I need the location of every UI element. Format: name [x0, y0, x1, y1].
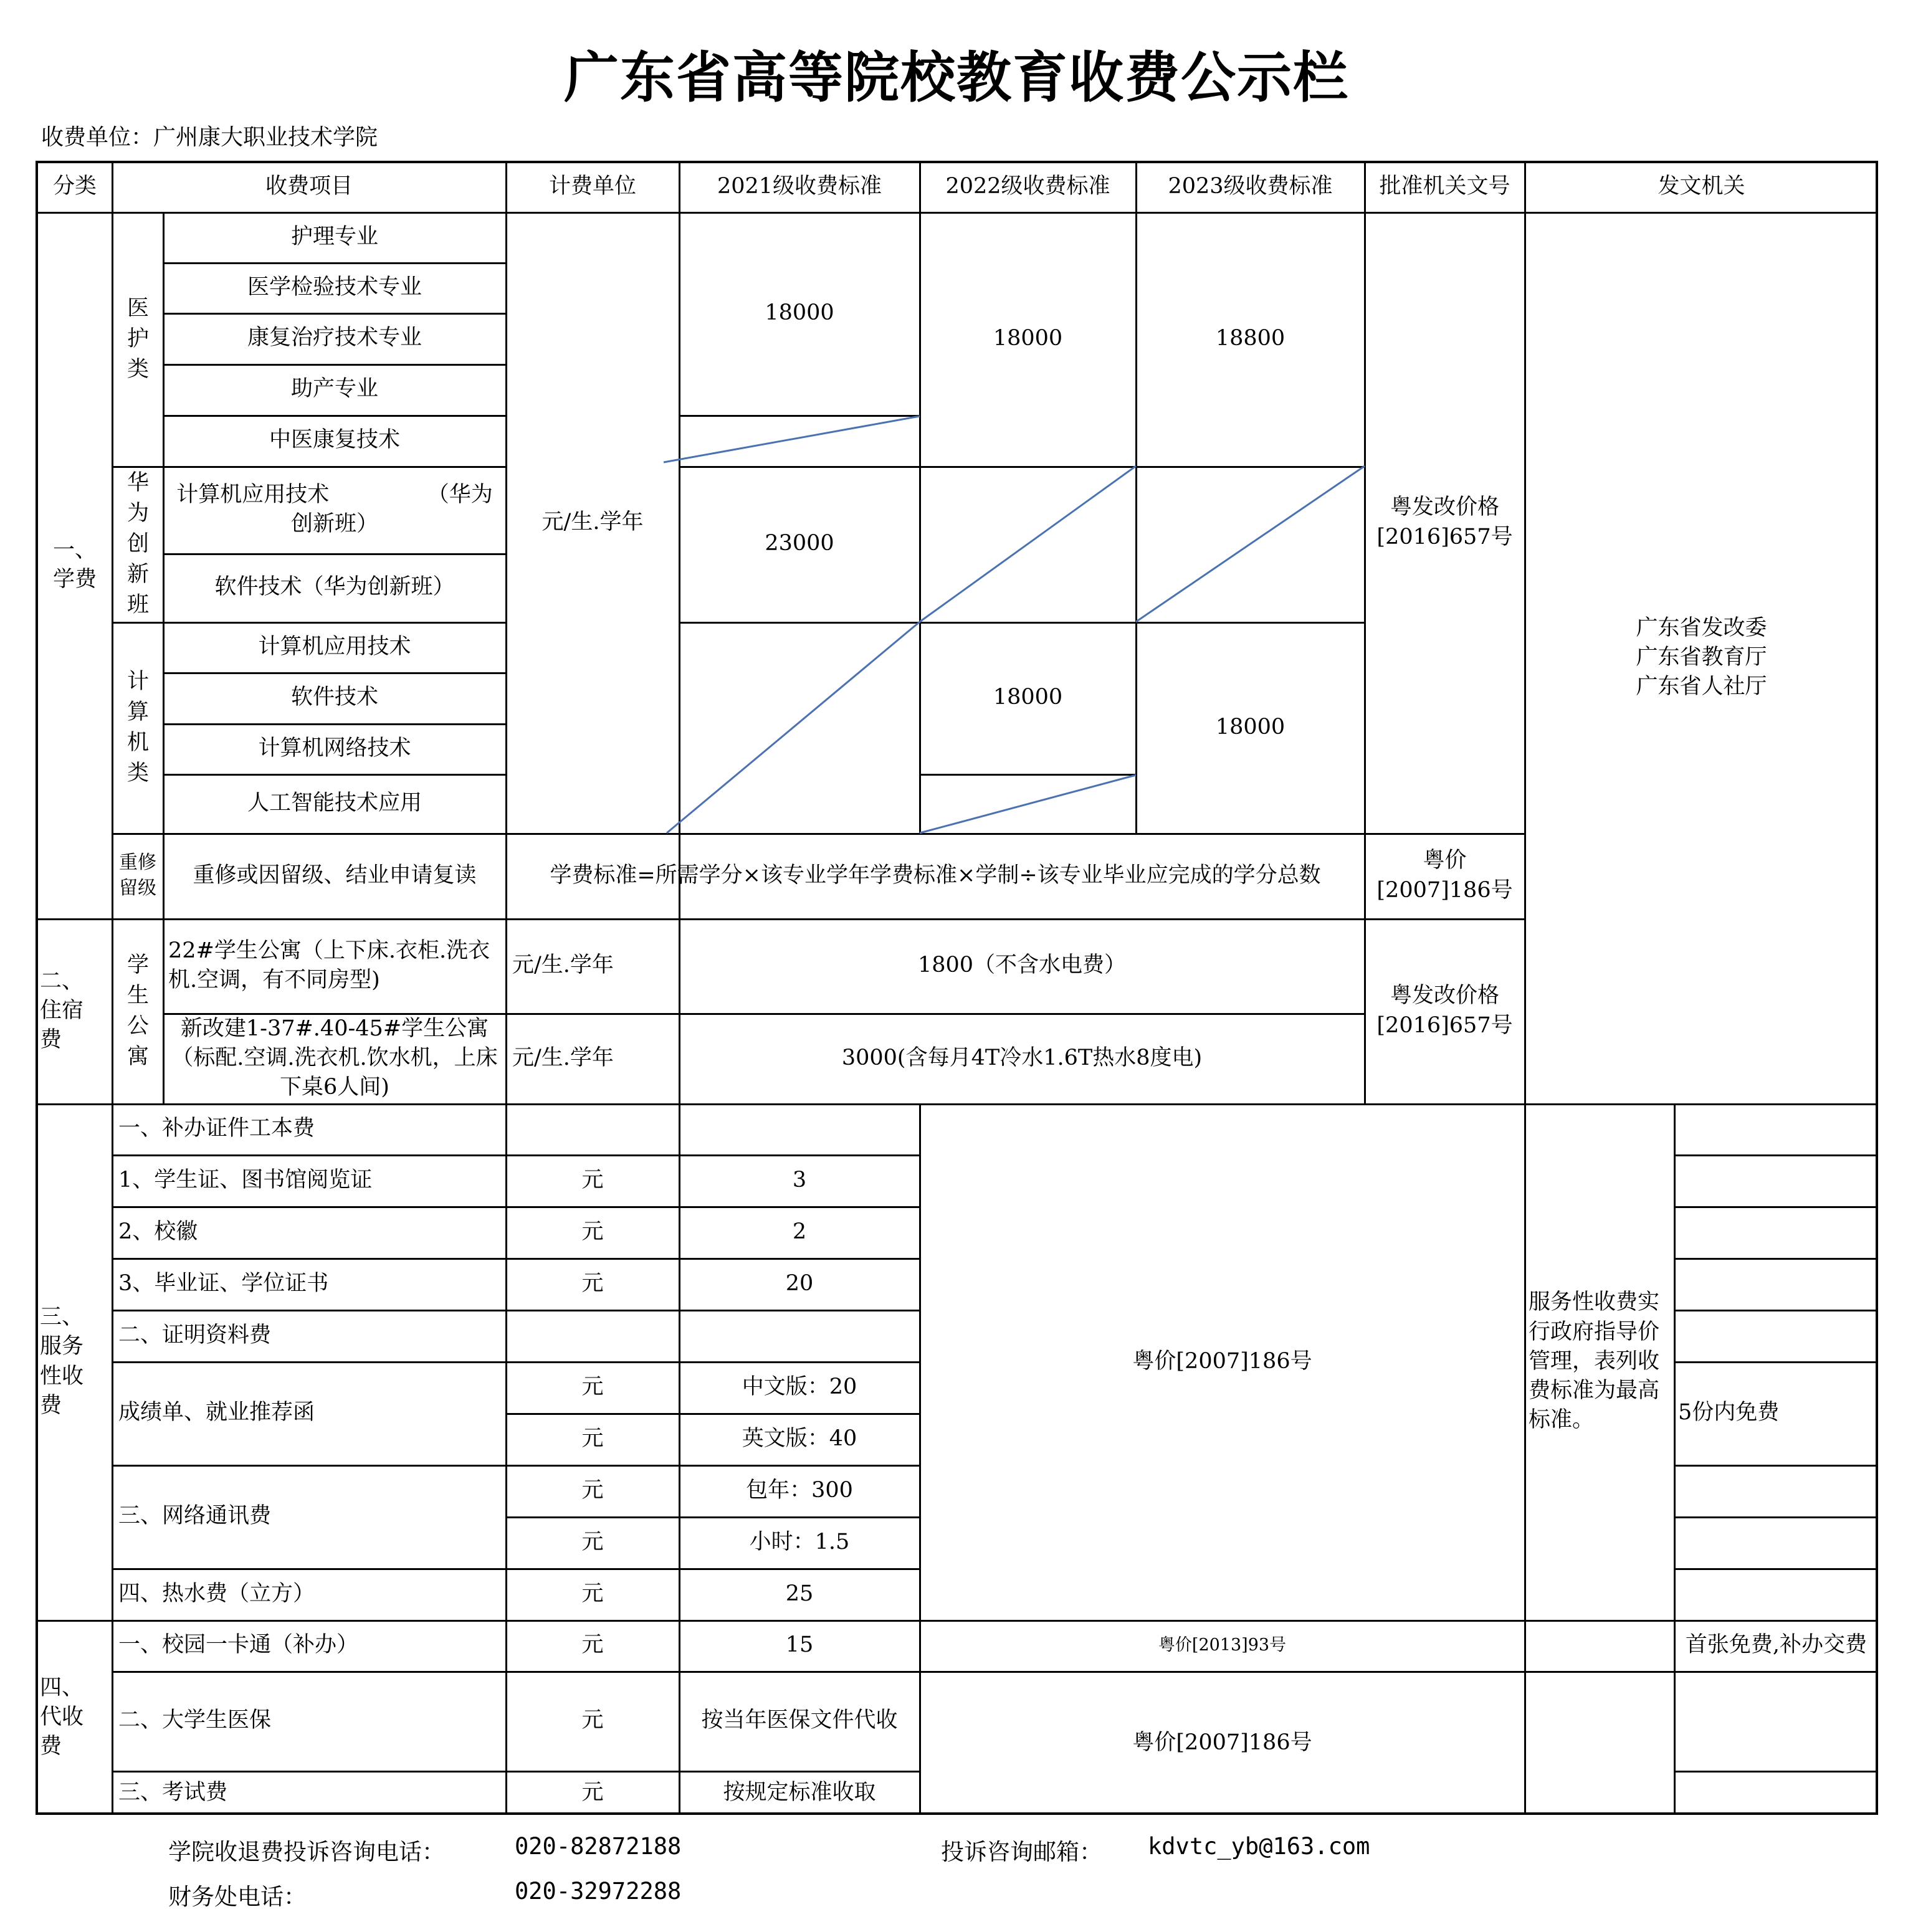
complaint-phone-label: 学院收退费投诉咨询电话： — [168, 1839, 445, 1865]
diagonal-2022-ai — [920, 775, 1136, 833]
computer-item: 人工智能技术应用 — [247, 790, 422, 816]
card-note: 首张免费,补办交费 — [1685, 1632, 1868, 1658]
header-unit: 计费单位 — [548, 174, 636, 199]
medical-fee-2022: 18000 — [993, 326, 1063, 351]
network-year-fee: 包年：300 — [746, 1477, 853, 1503]
hotwater-fee: 25 — [785, 1581, 814, 1606]
header-2023: 2023级收费标准 — [1168, 174, 1333, 199]
insurance-unit: 元 — [581, 1708, 604, 1733]
header-2022: 2022级收费标准 — [945, 174, 1110, 199]
diagonal-2023-huawei — [1136, 466, 1365, 622]
header-doc: 批准机关文号 — [1379, 174, 1510, 199]
fee-unit-label: 收费单位：广州康大职业技术学院 — [41, 125, 378, 150]
medical-fee-2021: 18000 — [765, 300, 834, 326]
dorm-fee: 1800（不含水电费） — [917, 953, 1127, 978]
huawei-item: 软件技术（华为创新班） — [214, 574, 455, 600]
transcript-cn-fee: 中文版：20 — [742, 1374, 857, 1399]
service-fee: 20 — [785, 1270, 814, 1296]
tuition-unit: 元/生.学年 — [541, 509, 644, 535]
transcript-item: 成绩单、就业推荐函 — [118, 1400, 315, 1425]
medical-item: 中医康复技术 — [269, 427, 400, 453]
network-hour-unit: 元 — [581, 1529, 604, 1554]
diagonal-2022-huawei — [920, 466, 1136, 622]
network-item: 三、网络通讯费 — [118, 1503, 272, 1529]
huawei-group-label: 华为创新班 — [127, 470, 150, 617]
computer-fee-2022: 18000 — [993, 685, 1063, 710]
service-fee — [679, 1103, 920, 1154]
dorm-item: 22#学生公寓（上下床.衣柜.洗衣机.空调，有不同房型) — [168, 938, 490, 992]
agency-doc: 粤价[2007]186号 — [1132, 1730, 1312, 1755]
medical-item: 助产专业 — [290, 376, 378, 402]
service-item: 一、补办证件工本费 — [118, 1116, 315, 1141]
dorm-unit: 元/生.学年 — [512, 1045, 614, 1070]
tuition-category: 一、 学费 — [52, 537, 97, 592]
transcript-cn-unit: 元 — [581, 1374, 604, 1399]
computer-item: 计算机网络技术 — [258, 735, 411, 761]
complaint-email-label: 投诉咨询邮箱： — [941, 1839, 1102, 1865]
service-item: 二、证明资料费 — [118, 1322, 272, 1348]
dorm-doc: 粤发改价格 [2016]657号 — [1376, 983, 1513, 1038]
transcript-note: 5份内免费 — [1678, 1400, 1780, 1425]
exam-item: 三、考试费 — [118, 1779, 228, 1805]
service-doc: 粤价[2007]186号 — [1132, 1348, 1312, 1374]
exam-fee: 按规定标准收取 — [723, 1779, 876, 1805]
card-item: 一、校园一卡通（补办） — [118, 1632, 359, 1658]
header-2021: 2021级收费标准 — [717, 174, 882, 199]
diagonal-2021-computer — [667, 622, 920, 833]
huawei-item: 计算机应用技术 （华为创新班） — [176, 482, 493, 536]
transcript-en-fee: 英文版：40 — [742, 1425, 857, 1451]
service-unit: 元 — [581, 1219, 604, 1244]
medical-item: 康复治疗技术专业 — [247, 325, 422, 351]
service-fee: 3 — [792, 1167, 807, 1192]
service-item: 1、学生证、图书馆阅览证 — [118, 1167, 373, 1192]
network-hour-fee: 小时：1.5 — [749, 1529, 850, 1554]
service-item: 3、毕业证、学位证书 — [118, 1270, 329, 1296]
medical-group-label: 医护类 — [127, 295, 150, 382]
service-unit: 元 — [581, 1270, 604, 1296]
service-remark: 服务性收费实行政府指导价管理，表列收费标准为最高标准。 — [1529, 1290, 1660, 1433]
header-category: 分类 — [52, 174, 97, 199]
page-title: 广东省高等院校教育收费公示栏 — [563, 45, 1349, 110]
service-unit: 元 — [581, 1167, 604, 1192]
insurance-item: 二、大学生医保 — [118, 1708, 272, 1733]
transcript-en-unit: 元 — [581, 1425, 604, 1451]
service-fee: 2 — [792, 1219, 807, 1244]
repeat-doc: 粤价 [2007]186号 — [1376, 848, 1513, 903]
dorm-unit: 元/生.学年 — [512, 953, 614, 978]
computer-fee-2023: 18000 — [1215, 714, 1286, 740]
complaint-phone: 020-82872188 — [515, 1833, 682, 1860]
agency-category: 四、 代收 费 — [40, 1675, 84, 1759]
service-unit — [506, 1103, 679, 1154]
service-fee — [679, 1310, 920, 1361]
repeat-group-label: 重修 留级 — [119, 852, 156, 899]
dorm-fee: 3000(含每月4T冷水1.6T热水8度电) — [841, 1045, 1203, 1070]
service-item: 2、校徽 — [118, 1219, 198, 1244]
hotwater-unit: 元 — [581, 1581, 604, 1606]
network-year-unit: 元 — [581, 1477, 604, 1503]
finance-phone: 020-32972288 — [515, 1878, 682, 1905]
tuition-doc: 粤发改价格 [2016]657号 — [1376, 495, 1513, 550]
diagonal-2021-medical — [664, 416, 920, 462]
header-issuer: 发文机关 — [1658, 174, 1745, 199]
computer-item: 计算机应用技术 — [258, 634, 411, 659]
medical-item: 医学检验技术专业 — [247, 274, 422, 300]
computer-group-label: 计算机类 — [127, 669, 150, 786]
computer-item: 软件技术 — [290, 685, 378, 710]
medical-fee-2023: 18800 — [1215, 326, 1286, 351]
service-unit — [506, 1310, 679, 1361]
service-category: 三、 服务 性收 费 — [40, 1305, 84, 1418]
card-fee: 15 — [785, 1632, 814, 1658]
header-item: 收费项目 — [265, 174, 353, 199]
medical-item: 护理专业 — [290, 224, 378, 249]
repeat-formula: 学费标准=所需学分×该专业学年学费标准×学制÷该专业毕业应完成的学分总数 — [550, 862, 1321, 888]
dorm-category: 二、 住宿 费 — [40, 968, 84, 1053]
repeat-item: 重修或因留级、结业申请复读 — [193, 862, 477, 888]
finance-phone-label: 财务处电话： — [168, 1883, 307, 1910]
card-unit: 元 — [581, 1632, 604, 1658]
hotwater-item: 四、热水费（立方） — [118, 1581, 315, 1606]
complaint-email[interactable]: kdvtc_yb@163.com — [1148, 1833, 1370, 1860]
exam-unit: 元 — [581, 1779, 604, 1805]
card-doc: 粤价[2013]93号 — [1158, 1635, 1287, 1655]
huawei-fee-2021: 23000 — [765, 531, 834, 556]
issuer: 广东省发改委 广东省教育厅 广东省人社厅 — [1636, 615, 1767, 700]
insurance-fee: 按当年医保文件代收 — [701, 1708, 898, 1733]
dorm-item: 新改建1-37#.40-45#学生公寓（标配.空调.洗衣机.饮水机，上床下桌6人间) — [171, 1016, 498, 1100]
dorm-group-label: 学生公寓 — [127, 952, 150, 1069]
